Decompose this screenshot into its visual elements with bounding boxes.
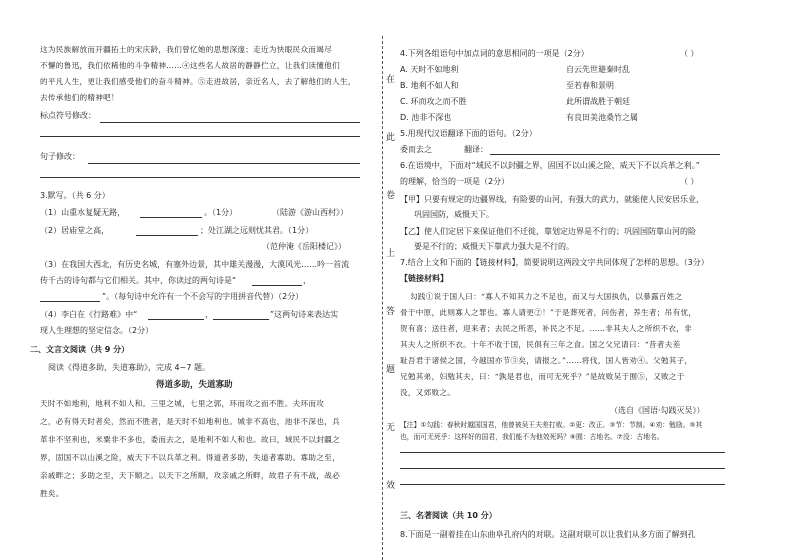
classical-line: 之，必有得天时者矣，然而不胜者，是天时不如地利也。城非不高也，池非不深也，兵 (40, 417, 340, 426)
link-line: 兄勉其弟，妇勉其夫，曰：“孰是君也，而可无死乎？”是故败吴于囿⑤，又败之于 (400, 372, 685, 381)
link-line: 其夫人之所织不衣。十年不收于国，民俱有三年之食。国之父兄请曰：“昔者夫差 (400, 340, 681, 349)
link-line: 贺有喜；送往者，迎来者；去民之所恶，补民之不足。……非其夫人之所织不衣，非 (400, 324, 693, 333)
passage-line: 的平凡人生，更让我们感受他们的奋斗精神。⑤走进故居，亲近名人，去了解他们的人生， (40, 77, 356, 86)
q3-1-blank[interactable] (140, 217, 202, 218)
q5-stem: 5.用现代汉语翻译下面的语句。（2分） (400, 129, 537, 138)
binding-divider (382, 36, 383, 560)
q3-4-blank-2[interactable] (213, 319, 269, 320)
section-3-heading: 三、名著阅读（共 10 分） (400, 511, 497, 520)
punct-answer-line-2[interactable] (40, 136, 360, 137)
link-line: 勾践①说于国人曰：“寡人不知其力之不足也，而又与大国执仇，以暴露百姓之 (410, 292, 683, 301)
q6-option-yi: 【乙】使人们定居下来保证他们不迁徙，靠划定边界是不行的；巩固国防靠山河的险 (400, 227, 696, 236)
q5-answer-line[interactable] (490, 154, 720, 155)
notes-line-2: 也，而可无死乎：这样好的国君，我们能不为他效死吗？⑥囿：古地名。⑦没：古地名。 (400, 433, 664, 441)
q3-2-source: （范仲淹《岳阳楼记》） (262, 242, 346, 251)
link-line: 骨于中原，此则寡人之罪也。寡人请更②！”于是葬死者，问伤者，养生者；吊有忧， (400, 308, 697, 317)
q4-option-a-pair: 自云先世避秦时乱 (566, 65, 630, 74)
classical-line: 界，固国不以山溪之险，威天下不以兵革之利。得道者多助，失道者寡助。寡助之至， (40, 453, 340, 462)
q3-4-start: （4）李白在《行路难》中“ (40, 310, 138, 319)
link-material-title: 【链接材料】 (400, 274, 448, 283)
section-2-intro: 阅读《得道多助，失道寡助》，完成 4~7 题。 (48, 363, 210, 372)
binding-char: 无 (386, 423, 396, 433)
q6-option-yi-cont: 要是不行的；威慑天下靠武力强大是不行的。 (414, 242, 574, 251)
q3-1-start: （1）山重水复疑无路， (40, 208, 126, 217)
notes-line-1: 【注】①勾践：春秋时越国国君，他曾被吴王夫差打败。②更：改正。③节：节制。④劝：勉励。⑤其 (400, 421, 703, 429)
q8-stem: 8.下面是一副着挂在山东曲阜孔府内的对联。这副对联可以让我们从多方面了解到孔 (400, 530, 696, 539)
classical-line: 天时不如地利，地利不如人和。三里之城，七里之郭，环而攻之而不胜。夫环而攻 (40, 399, 325, 408)
q4-option-c-pair: 此所谓战胜于朝廷 (566, 97, 630, 106)
q3-1-end: 。（1分） (204, 208, 238, 217)
section-2-heading: 二、文言文阅读（共 9 分） (30, 345, 130, 354)
q3-2-end: ；处江湖之远则忧其君。（1分） (200, 226, 314, 235)
q6-stem-1: 6.在语境中，下面对“域民不以封疆之界，固国不以山溪之险，威天下不以兵革之利。” (400, 161, 700, 170)
binding-char: 此 (386, 133, 396, 143)
q4-option-d: D. 池非不深也 (400, 113, 452, 122)
q5-source: 委而去之 (400, 145, 432, 154)
q6-option-jia: 【甲】只要有规定的边疆界线，有险要的山河，有强大的武力，就能使人民安居乐业， (400, 195, 704, 204)
classical-text-title: 得道多助，失道寡助 (156, 380, 233, 390)
link-source: （选自《国语·勾践灭吴》） (610, 406, 705, 415)
q4-stem: 4.下列各组语句中加点词的意思相同的一项是（2分） (400, 49, 589, 58)
q4-answer-paren[interactable]: （ ） (680, 49, 699, 58)
q3-3-line1: （3）在我国大西北，有历史名城，有塞外边景，其中雄关漫漫，大漠风光……吟一首流 (40, 260, 350, 269)
q7-stem: 7.结合上文和下面的【链接材料】，简要说明这两段文字共同体现了怎样的思想。（3分） (400, 258, 709, 267)
classical-line: 亲戚畔之；多助之至，天下顺之。以天下之所顺，攻亲戚之所畔，故君子有不战，战必 (40, 471, 340, 480)
q3-3-line2: 传千古的诗句都与它们相关。其中，你读过的两句诗是“ (40, 276, 237, 285)
q3-4-comma: ， (205, 310, 213, 319)
q5-translate-label: 翻译： (464, 145, 488, 154)
q4-option-d-pair: 有良田美池桑竹之属 (566, 113, 638, 122)
q7-answer-line-3[interactable] (400, 484, 725, 485)
binding-char: 效 (386, 481, 396, 491)
q3-1-source: （陆游《游山西村》） (272, 208, 348, 217)
q4-option-b: B. 地利不如人和 (400, 81, 459, 90)
q3-4-end: 现人生理想的坚定信念。（2分） (40, 326, 154, 335)
q3-4-blank-1[interactable] (148, 319, 204, 320)
punct-label: 标点符号修改： (40, 111, 96, 120)
q7-answer-line-2[interactable] (400, 468, 725, 469)
binding-char: 答 (386, 307, 396, 317)
q3-3-blank-2[interactable] (40, 301, 100, 302)
link-line: 耻吾君于诸侯之国，今越国亦节③矣，请报之。”……将伐，国人皆劝④。父勉其子， (400, 356, 693, 365)
punct-answer-line[interactable] (100, 122, 360, 123)
sentence-answer-line[interactable] (88, 163, 360, 164)
q6-stem-2: 的理解，恰当的一项是（2分） (400, 177, 510, 186)
link-line: 没，又郊败之。 (400, 388, 456, 397)
passage-line: 不懈的鲁迅，我们依稀他的斗争精神……④这些名人故居的静静伫立，让我们读懂他们 (40, 61, 340, 70)
binding-char: 题 (386, 365, 396, 375)
sentence-label: 句子修改： (40, 152, 80, 161)
passage-line: 这为民族解放而开疆拓土的宋庆龄，我们曾忆她的思想深邃；走近为快眼民众而竭尽 (40, 45, 333, 54)
q4-option-c: C. 环而攻之而不胜 (400, 97, 467, 106)
binding-char: 在 (386, 75, 396, 85)
q3-3-comma: ， (303, 276, 311, 285)
binding-char: 上 (386, 249, 396, 259)
q6-option-jia-cont: 巩固国防，威慑天下。 (414, 210, 494, 219)
q4-option-b-pair: 至若春和景明 (566, 81, 614, 90)
q4-option-a: A. 天时不如地利 (400, 65, 459, 74)
passage-line: 去传承他们的精神吧！ (40, 93, 119, 102)
q3-4-mid: ”这两句诗来表达实 (270, 310, 339, 319)
sentence-answer-line-2[interactable] (40, 177, 360, 178)
q3-3-blank-1[interactable] (252, 285, 302, 286)
q3-3-end: ”。（每句诗中允许有一个不会写的字用拼音代替）（2分） (102, 292, 304, 301)
classical-line: 革非不坚利也，米粟非不多也，委而去之，是地利不如人和也。故曰，域民不以封疆之 (40, 435, 340, 444)
q3-heading: 3.默写。（共 6 分） (40, 191, 110, 200)
q3-2-blank[interactable] (136, 235, 198, 236)
binding-char: 卷 (386, 191, 396, 201)
classical-line: 胜矣。 (40, 489, 64, 498)
q6-answer-paren[interactable]: （ ） (680, 177, 699, 186)
q3-2-start: （2）居庙堂之高， (40, 226, 110, 235)
q7-answer-line-1[interactable] (400, 452, 725, 453)
